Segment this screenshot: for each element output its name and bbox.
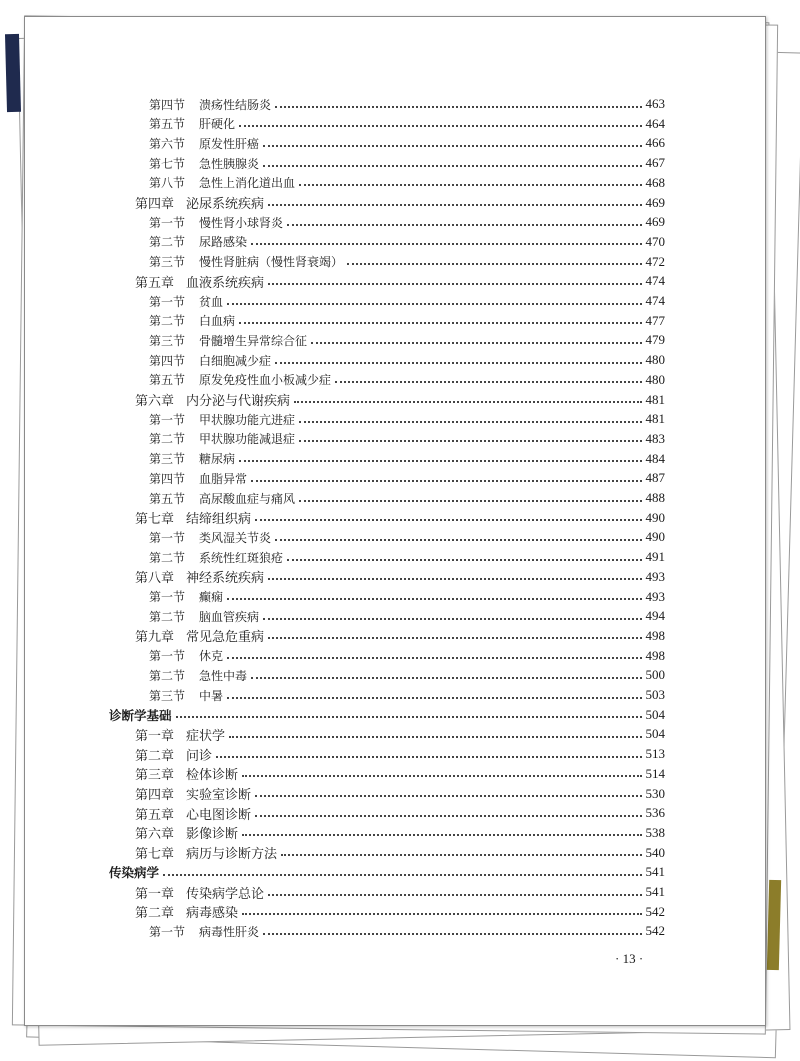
page-number: · 13 · bbox=[615, 951, 644, 966]
toc-entry-page: 487 bbox=[645, 470, 665, 486]
toc-entry bbox=[149, 133, 665, 153]
toc-entry bbox=[149, 370, 665, 390]
toc-entry-number: 第八章 bbox=[135, 571, 175, 587]
toc-entry-title: 慢性肾小球肾炎 bbox=[199, 215, 284, 230]
toc-entry-page: 477 bbox=[645, 312, 665, 328]
dot-leader bbox=[251, 676, 641, 679]
toc-entry bbox=[135, 843, 665, 863]
toc-entry bbox=[149, 212, 665, 232]
toc-entry bbox=[135, 724, 665, 744]
toc-entry-page: 493 bbox=[645, 568, 665, 584]
toc-entry-page: 491 bbox=[645, 549, 665, 565]
toc-entry-page: 467 bbox=[645, 155, 665, 171]
toc-entry-number: 第七章 bbox=[135, 512, 175, 528]
dot-leader bbox=[268, 893, 641, 896]
toc-entry-title: 急性中毒 bbox=[199, 668, 248, 683]
toc-entry-title: 贫血 bbox=[199, 294, 224, 309]
toc-entry-page: 480 bbox=[645, 371, 665, 387]
toc-entry-page: 498 bbox=[645, 627, 665, 643]
toc-entry-page: 500 bbox=[645, 667, 665, 683]
toc-entry-number: 第四章 bbox=[135, 197, 175, 212]
dot-leader bbox=[239, 124, 641, 127]
toc-entry bbox=[135, 882, 665, 902]
toc-entry-page: 484 bbox=[645, 450, 665, 466]
toc-entry bbox=[149, 291, 665, 311]
dot-leader bbox=[176, 715, 642, 718]
toc-entry-page: 541 bbox=[645, 864, 665, 880]
toc-entry-page: 474 bbox=[645, 293, 665, 308]
toc-entry bbox=[109, 705, 665, 725]
toc-entry-number: 第五节 bbox=[149, 491, 186, 506]
toc-entry-title: 常见急危重病 bbox=[186, 630, 265, 646]
toc-entry-title: 糖尿病 bbox=[199, 452, 236, 467]
dot-leader bbox=[239, 459, 641, 462]
dot-leader bbox=[263, 617, 641, 620]
dot-leader bbox=[268, 282, 641, 285]
toc-entry-title: 检体诊断 bbox=[186, 768, 239, 784]
toc-entry-number: 第二节 bbox=[149, 314, 186, 329]
toc-entry-title: 传染病学 bbox=[109, 865, 160, 881]
dot-leader bbox=[287, 558, 641, 561]
toc-entry-number: 第四章 bbox=[135, 788, 175, 803]
toc-entry-number: 第五章 bbox=[135, 275, 175, 291]
toc-entry bbox=[149, 587, 665, 607]
cover-edge-olive bbox=[767, 880, 781, 970]
toc-entry-title: 问诊 bbox=[186, 748, 213, 764]
toc-entry-page: 490 bbox=[645, 509, 665, 525]
toc-entry-title: 原发性肝癌 bbox=[199, 136, 260, 151]
toc-entry-title: 内分泌与代谢疾病 bbox=[186, 394, 291, 409]
toc-entry-page: 469 bbox=[645, 214, 665, 230]
toc-entry-title: 甲状腺功能减退症 bbox=[199, 432, 296, 447]
toc-entry-page: 480 bbox=[645, 352, 665, 368]
toc-entry-page: 470 bbox=[645, 233, 665, 249]
toc-entry bbox=[149, 449, 665, 469]
toc-entry-number: 第五章 bbox=[135, 807, 175, 823]
dot-leader bbox=[251, 479, 641, 482]
toc-entry bbox=[149, 173, 665, 193]
toc-entry-number: 第三节 bbox=[149, 452, 186, 467]
toc-entry-page: 514 bbox=[645, 765, 665, 781]
toc-entry-page: 536 bbox=[645, 805, 665, 821]
toc-entry-title: 原发免疫性血小板减少症 bbox=[199, 373, 332, 388]
toc-entry-number: 第八节 bbox=[149, 176, 186, 191]
toc-entry-number: 第二节 bbox=[149, 550, 186, 565]
dot-leader bbox=[242, 833, 641, 836]
toc-entry-title: 肝硬化 bbox=[199, 117, 236, 132]
dot-leader bbox=[299, 499, 641, 502]
dot-leader bbox=[163, 873, 641, 876]
toc-entry-number: 第一节 bbox=[149, 924, 186, 939]
toc-entry-title: 白细胞减少症 bbox=[199, 353, 272, 368]
dot-leader bbox=[299, 183, 641, 186]
toc-entry-page: 481 bbox=[645, 391, 665, 407]
toc-entry-title: 病毒感染 bbox=[186, 906, 239, 922]
toc-entry bbox=[149, 527, 665, 547]
toc-entry-number: 第六章 bbox=[135, 827, 175, 843]
toc-entry-page: 504 bbox=[645, 706, 665, 722]
toc-entry-title: 病毒性肝炎 bbox=[199, 924, 260, 939]
toc-entry bbox=[135, 764, 665, 784]
dot-leader bbox=[263, 144, 641, 147]
toc-entry-page: 494 bbox=[645, 608, 665, 624]
toc-entry-number: 第五节 bbox=[149, 117, 186, 132]
toc-entry bbox=[135, 823, 665, 843]
dot-leader bbox=[255, 814, 641, 817]
toc-entry bbox=[149, 94, 665, 114]
toc-entry-title: 血脂异常 bbox=[199, 471, 248, 486]
toc-entry-number: 第三节 bbox=[149, 333, 186, 348]
toc-entry bbox=[149, 311, 665, 331]
toc-entry bbox=[135, 803, 665, 823]
toc-entry-page: 474 bbox=[645, 273, 665, 289]
toc-entry bbox=[135, 193, 665, 213]
toc-entry-number: 第一节 bbox=[149, 412, 186, 427]
toc-entry-title: 实验室诊断 bbox=[186, 788, 252, 803]
dot-leader bbox=[263, 932, 641, 935]
toc-entry-number: 第七节 bbox=[149, 156, 186, 171]
toc-entry-title: 诊断学基础 bbox=[109, 707, 172, 723]
dot-leader bbox=[335, 380, 641, 383]
dot-leader bbox=[227, 302, 641, 305]
dot-leader bbox=[281, 853, 641, 856]
toc-entry bbox=[135, 271, 665, 291]
toc-entry bbox=[135, 744, 665, 764]
dot-leader bbox=[299, 439, 641, 442]
toc-entry bbox=[149, 468, 665, 488]
toc-entry bbox=[149, 921, 665, 941]
toc-entry bbox=[149, 665, 665, 685]
toc-entry bbox=[149, 606, 665, 626]
dot-leader bbox=[229, 735, 641, 738]
toc-entry-page: 468 bbox=[645, 174, 665, 190]
toc-entry-page: 472 bbox=[645, 253, 665, 269]
toc-entry bbox=[149, 409, 665, 429]
toc-entry-page: 481 bbox=[645, 411, 665, 427]
toc-entry-number: 第三节 bbox=[149, 255, 186, 270]
toc-entry-number: 第二章 bbox=[135, 906, 175, 922]
toc-entry bbox=[149, 114, 665, 134]
toc-entry bbox=[149, 488, 665, 508]
toc-entry-title: 尿路感染 bbox=[199, 235, 248, 250]
toc-entry-number: 第三章 bbox=[135, 768, 175, 784]
dot-leader bbox=[287, 223, 641, 226]
toc-entry-title: 中暑 bbox=[199, 688, 224, 703]
toc-entry-title: 传染病学总论 bbox=[186, 886, 265, 902]
dot-leader bbox=[275, 361, 641, 364]
dot-leader bbox=[239, 321, 641, 324]
toc-entry-number: 第四节 bbox=[149, 471, 186, 486]
toc-entry-number: 第三节 bbox=[149, 688, 186, 703]
toc-entry-number: 第一节 bbox=[149, 294, 186, 309]
toc-entry-number: 第六章 bbox=[135, 394, 175, 409]
toc-entry-page: 483 bbox=[645, 430, 665, 446]
toc-entry-number: 第一节 bbox=[149, 590, 186, 604]
toc-entry-page: 540 bbox=[645, 844, 665, 860]
toc-entry-number: 第九章 bbox=[135, 630, 175, 646]
toc-entry-title: 癫痫 bbox=[199, 590, 224, 604]
dot-leader bbox=[275, 105, 641, 108]
toc-entry-page: 538 bbox=[645, 824, 665, 840]
toc-entry-number: 第二节 bbox=[149, 609, 186, 624]
dot-leader bbox=[275, 538, 641, 541]
dot-leader bbox=[242, 912, 641, 915]
toc-entry-number: 第二节 bbox=[149, 235, 186, 250]
dot-leader bbox=[255, 518, 641, 521]
dot-leader bbox=[242, 774, 641, 777]
toc-entry-page: 479 bbox=[645, 332, 665, 348]
toc-entry-page: 490 bbox=[645, 529, 665, 545]
toc-entry-number: 第一节 bbox=[149, 649, 186, 664]
dot-leader bbox=[255, 794, 641, 797]
toc-entry-title: 骨髓增生异常综合征 bbox=[199, 333, 308, 348]
document-page bbox=[24, 16, 766, 1026]
toc-entry-title: 类风湿关节炎 bbox=[199, 530, 272, 545]
toc-entry bbox=[149, 646, 665, 666]
toc-entry-title: 症状学 bbox=[186, 728, 226, 744]
toc-entry-page: 542 bbox=[645, 903, 665, 919]
toc-entry-title: 白血病 bbox=[199, 314, 236, 329]
dot-leader bbox=[311, 341, 641, 344]
toc-entry-title: 系统性红斑狼疮 bbox=[199, 550, 284, 565]
toc-entry-number: 第四节 bbox=[149, 97, 186, 112]
toc-entry bbox=[149, 330, 665, 350]
toc-entry bbox=[149, 547, 665, 567]
toc-entry-title: 高尿酸血症与痛风 bbox=[199, 491, 296, 506]
toc-entry bbox=[149, 429, 665, 449]
toc-entry-number: 第一节 bbox=[149, 530, 186, 545]
toc-entry-number: 第二节 bbox=[149, 432, 186, 447]
dot-leader bbox=[299, 420, 641, 423]
toc-entry-page: 469 bbox=[645, 194, 665, 210]
toc-entry-page: 466 bbox=[645, 135, 665, 151]
toc-entry bbox=[109, 862, 665, 882]
toc-entry-title: 结缔组织病 bbox=[186, 512, 252, 528]
toc-entry-number: 第一章 bbox=[135, 728, 175, 744]
toc-entry bbox=[135, 784, 665, 804]
toc-entry-title: 慢性肾脏病（慢性肾衰竭） bbox=[199, 255, 344, 270]
dot-leader bbox=[227, 597, 641, 600]
toc-entry-title: 急性胰腺炎 bbox=[199, 156, 260, 171]
toc-entry bbox=[135, 626, 665, 646]
toc-entry-number: 第五节 bbox=[149, 373, 186, 388]
toc-entry-title: 血液系统疾病 bbox=[186, 275, 265, 291]
toc-entry bbox=[149, 252, 665, 272]
toc-entry bbox=[135, 567, 665, 587]
toc-entry-title: 病历与诊断方法 bbox=[186, 847, 278, 863]
toc-entry-page: 504 bbox=[645, 726, 665, 742]
toc-entry-page: 498 bbox=[645, 647, 665, 663]
dot-leader bbox=[263, 164, 641, 167]
toc-entry-title: 脑血管疾病 bbox=[199, 609, 260, 624]
toc-entry-page: 493 bbox=[645, 588, 665, 604]
toc-entry-page: 530 bbox=[645, 785, 665, 801]
toc-entry-page: 513 bbox=[645, 746, 665, 762]
toc-entry-title: 神经系统疾病 bbox=[186, 571, 265, 587]
toc-entry-number: 第六节 bbox=[149, 136, 186, 151]
toc-entry bbox=[149, 232, 665, 252]
dot-leader bbox=[216, 755, 641, 758]
toc-entry-title: 甲状腺功能亢进症 bbox=[199, 412, 296, 427]
toc-entry bbox=[135, 390, 665, 410]
toc-entry-page: 542 bbox=[645, 923, 665, 939]
toc-entry bbox=[149, 153, 665, 173]
toc-entry-number: 第四节 bbox=[149, 353, 186, 368]
toc-entry-title: 急性上消化道出血 bbox=[199, 176, 296, 191]
dot-leader bbox=[347, 262, 641, 265]
dot-leader bbox=[251, 242, 641, 245]
dot-leader bbox=[227, 696, 641, 699]
toc-entry-page: 541 bbox=[645, 884, 665, 899]
toc-entry-number: 第一节 bbox=[149, 215, 186, 230]
dot-leader bbox=[294, 400, 641, 403]
toc-entry-page: 464 bbox=[645, 115, 665, 131]
toc-entry bbox=[149, 685, 665, 705]
toc-entry bbox=[135, 902, 665, 922]
toc-entry-number: 第二章 bbox=[135, 748, 175, 764]
cover-edge-navy bbox=[5, 34, 21, 112]
toc-entry bbox=[149, 350, 665, 370]
dot-leader bbox=[268, 636, 641, 639]
toc-entry bbox=[135, 508, 665, 528]
toc-entry-number: 第一章 bbox=[135, 886, 175, 902]
toc-entry-page: 463 bbox=[645, 96, 665, 111]
toc-entry-title: 心电图诊断 bbox=[186, 807, 252, 823]
toc-entry-page: 488 bbox=[645, 490, 665, 505]
dot-leader bbox=[268, 577, 641, 580]
toc-entry-title: 溃疡性结肠炎 bbox=[199, 97, 272, 112]
toc-entry-page: 503 bbox=[645, 687, 665, 702]
toc-entry-title: 休克 bbox=[199, 649, 224, 664]
toc-entry-number: 第二节 bbox=[149, 668, 186, 683]
dot-leader bbox=[227, 656, 641, 659]
toc-entry-title: 泌尿系统疾病 bbox=[186, 197, 265, 212]
toc-entry-title: 影像诊断 bbox=[186, 827, 239, 843]
dot-leader bbox=[268, 203, 641, 206]
toc-entry-number: 第七章 bbox=[135, 847, 175, 863]
